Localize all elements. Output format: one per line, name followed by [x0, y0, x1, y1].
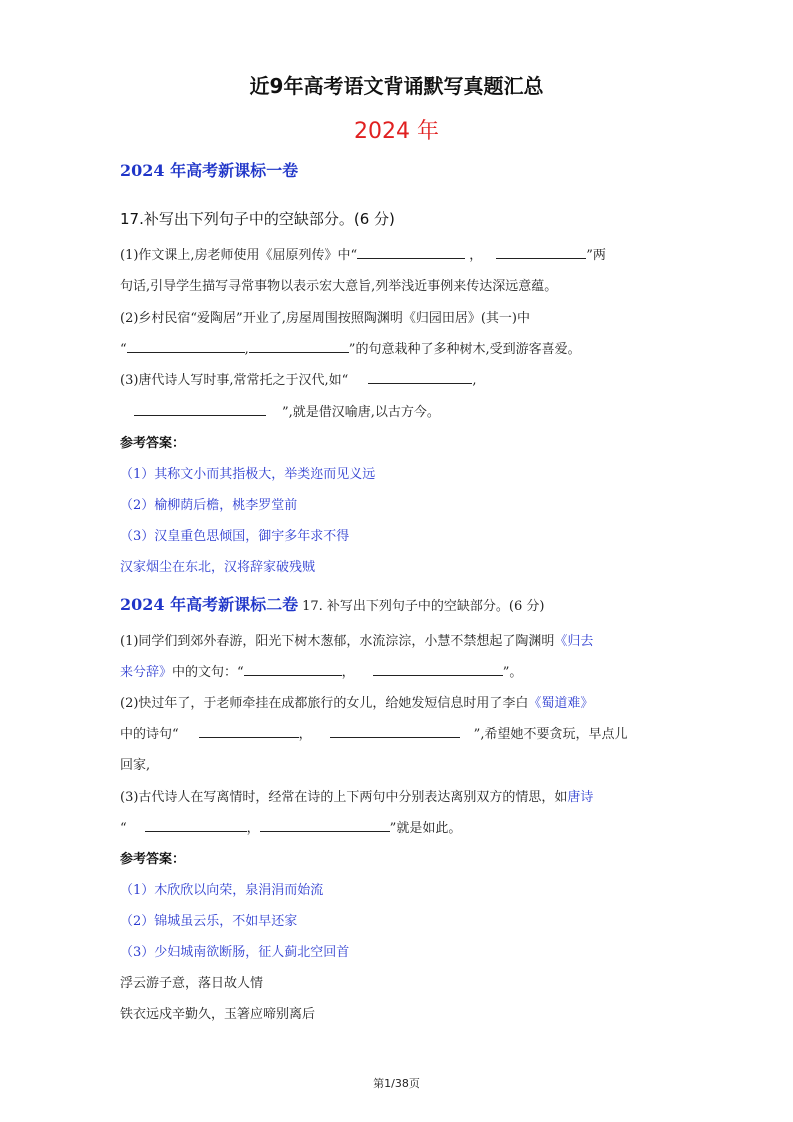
- question-heading: 17.补写出下列句子中的空缺部分。(6 分): [120, 210, 395, 228]
- answer-blank: [249, 340, 349, 353]
- question-3-line-2: “ ， ”就是如此。: [120, 821, 462, 836]
- reference-answer-label: 参考答案：: [120, 852, 186, 867]
- answer-blank: [330, 725, 460, 738]
- answer-item: （1）其称文小而其指极大，举类迩而见义远: [120, 467, 376, 482]
- section-title-national-2: 2024 年高考新课标二卷: [120, 595, 299, 614]
- answer-blank: [244, 663, 342, 676]
- question-3-line-2: ”,就是借汉喻唐,以古方今。: [120, 401, 440, 420]
- question-2-line-1: (2)乡村民宿“爱陶居”开业了,房屋周围按照陶渊明《归园田居》(其一)中: [120, 311, 530, 326]
- answer-blank: [357, 246, 465, 259]
- answer-item: （3）汉皇重色思倾国，御宇多年求不得: [120, 529, 350, 544]
- answer-item: 铁衣远戍辛勤久，玉箸应啼别离后: [120, 1007, 316, 1022]
- answer-blank: [134, 403, 266, 416]
- answer-blank: [199, 725, 299, 738]
- section-2-heading-row: [120, 592, 544, 615]
- question-2-line-2: 中的诗句“ ， ”,希望她不要贪玩，早点儿: [120, 727, 628, 742]
- question-1-line-1: (1)作文课上,房老师使用《屈原列传》中“ ， ”两: [120, 248, 606, 263]
- page-number: 第1/38页: [373, 1077, 420, 1090]
- question-1-line-2: 句话,引导学生描写寻常事物以表示宏大意旨,列举浅近事例来传达深远意蕴。: [120, 279, 558, 294]
- question-3-line-1: (3)古代诗人在写离情时，经常在诗的上下两句中分别表达离别双方的情思，如唐诗: [120, 790, 594, 805]
- question-1-line-2: 来兮辞》中的文句：“ ， ”。: [120, 665, 523, 680]
- answer-item: 汉家烟尘在东北，汉将辞家破残贼: [120, 560, 316, 575]
- answer-blank: [368, 371, 472, 384]
- answer-blank: [260, 819, 390, 832]
- answer-blank: [373, 663, 503, 676]
- answer-item: （1）木欣欣以向荣，泉涓涓而始流: [120, 883, 324, 898]
- answer-item: （2）锦城虽云乐，不如早还家: [120, 914, 298, 929]
- answer-blank: [496, 246, 586, 259]
- section-title-national-1: 2024 年高考新课标一卷: [120, 161, 299, 180]
- answer-item: 浮云游子意，落日故人情: [120, 976, 264, 991]
- question-2-line-3: 回家,: [120, 758, 151, 773]
- answer-item: （3）少妇城南欲断肠，征人蓟北空回首: [120, 945, 350, 960]
- answer-item: （2）榆柳荫后檐，桃李罗堂前: [120, 498, 298, 513]
- year-heading: 2024 年: [354, 119, 439, 144]
- reference-answer-label: 参考答案：: [120, 436, 186, 451]
- question-2-line-2: “ , ”的句意栽种了多种树木,受到游客喜爱。: [120, 342, 581, 357]
- question-3-line-1: (3)唐代诗人写时事,常常托之于汉代,如“ ,: [120, 373, 477, 388]
- answer-blank: [145, 819, 247, 832]
- question-heading: 17. 补写出下列句子中的空缺部分。(6 分): [302, 599, 545, 614]
- answer-blank: [127, 340, 245, 353]
- question-2-line-1: (2)快过年了，于老师牵挂在成都旅行的女儿，给她发短信息时用了李白《蜀道难》: [120, 696, 594, 711]
- document-title: 近9年高考语文背诵默写真题汇总: [249, 74, 544, 98]
- question-1-line-1: (1)同学们到郊外春游，阳光下树木葱郁，水流淙淙，小慧不禁想起了陶渊明《归去: [120, 634, 594, 649]
